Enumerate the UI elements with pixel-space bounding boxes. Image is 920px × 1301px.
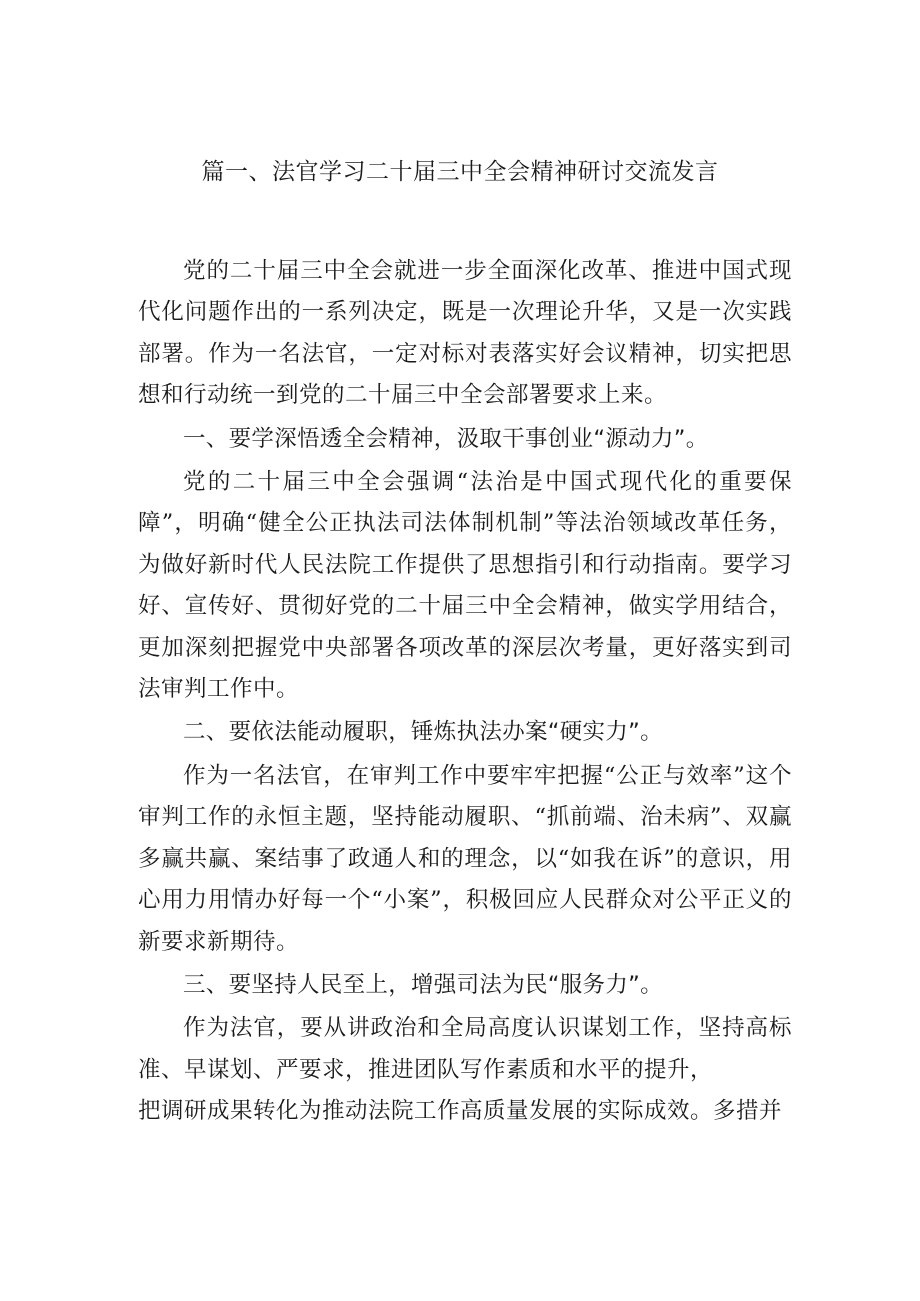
document-title: 篇一、法官学习二十届三中全会精神研讨交流发言 [201,159,719,185]
section-2-paragraph: 作为一名法官，在审判工作中要牢牢把握“公正与效率”这个审判工作的永恒主题，坚持能动履职、“抓前端、治未病”、双赢多赢共赢、案结事了政通人和的理念，以“如我在诉”的意识，用心用力用情办好每一个“小案”，积极回应人民群众对公平正义的新要求新期待。 [138,762,792,955]
section-3-paragraph-continued: 把调研成果转化为推动法院工作高质量发展的实际成效。多措并 [138,1098,783,1125]
intro-paragraph: 党的二十届三中全会就进一步全面深化改革、推进中国式现代化问题作出的一系列决定，既是一次理论升华，又是一次实践部署。作为一名法官，一定对标对表落实好会议精神，切实把思想和行动统一到党的二十届三中全会部署要求上来。 [138,258,792,409]
document-body [138,251,792,1133]
section-1-heading: 一、要学深悟透全会精神，汲取干事创业“源动力”。 [183,425,709,452]
section-3-heading: 三、要坚持人民至上，增强司法为民“服务力”。 [183,971,663,998]
section-1-paragraph: 党的二十届三中全会强调“法治是中国式现代化的重要保障”，明确“健全公正执法司法体制机制”等法治领域改革任务，为做好新时代人民法院工作提供了思想指引和行动指南。要学习好、宣传好、贯彻好党的二十届三中全会精神，做实学用结合，更加深刻把握党中央部署各项改革的深层次考量，更好落实到司法审判工作中。 [138,469,792,703]
section-3-paragraph: 作为法官，要从讲政治和全局高度认识谋划工作，坚持高标准、早谋划、严要求，推进团队写作素质和水平的提升， [138,1015,792,1083]
section-2-heading: 二、要依法能动履职，锤炼执法办案“硬实力”。 [183,719,663,746]
